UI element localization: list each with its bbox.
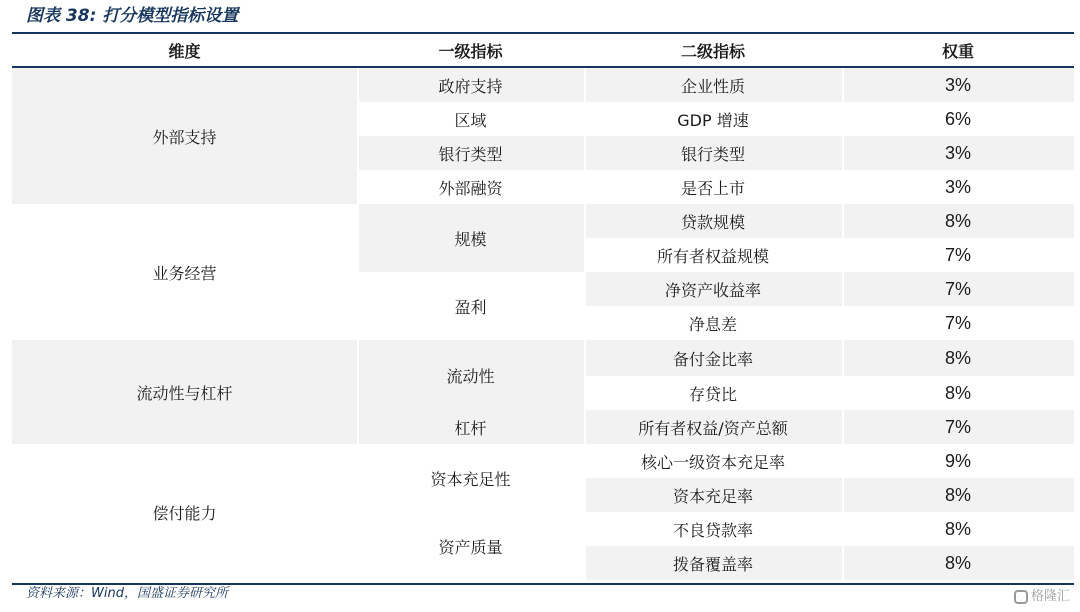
watermark-logo-icon [1014,590,1028,604]
dimension-cell: 流动性与杠杆 [12,340,357,444]
level2-cell: 备付金比率 [584,340,842,376]
dimension-cell: 偿付能力 [152,503,217,523]
level2-cell: GDP 增速 [584,102,842,136]
level2-cell: 核心一级资本充足率 [584,444,842,478]
level1-cell: 盈利 [357,272,584,340]
weight-cell: 7% [842,410,1074,444]
level2-cell: 资本充足率 [584,478,842,512]
dimension-cell: 业务经营 [152,263,217,283]
level1-cell: 流动性 [357,340,584,410]
weight-cell: 3% [842,136,1074,170]
level2-cell: 银行类型 [584,136,842,170]
level2-cell: 存贷比 [584,376,842,410]
weight-cell: 7% [842,238,1074,272]
dimension-cell: 外部支持 [12,68,357,204]
level1-cell: 资本充足性 [357,444,584,512]
level2-cell: 所有者权益/资产总额 [584,410,842,444]
level1-cell: 银行类型 [357,136,584,170]
weight-cell: 7% [842,306,1074,340]
weight-cell: 8% [842,376,1074,410]
header-weight: 权重 [842,34,1074,68]
header-level1: 一级指标 [357,34,584,68]
indicator-table [12,34,1074,584]
header-level2: 二级指标 [584,34,842,68]
level1-cell: 政府支持 [357,68,584,102]
weight-cell: 6% [842,102,1074,136]
level2-cell: 是否上市 [584,170,842,204]
level2-cell: 企业性质 [584,68,842,102]
source-note: 资料来源：Wind，国盛证券研究所 [26,586,228,601]
watermark [1014,586,1070,608]
weight-cell: 3% [842,68,1074,102]
weight-cell: 8% [842,478,1074,512]
weight-cell: 7% [842,272,1074,306]
level2-cell: 净息差 [584,306,842,340]
level2-cell: 所有者权益规模 [584,238,842,272]
weight-cell: 8% [842,512,1074,546]
level1-cell: 外部融资 [357,170,584,204]
level2-cell: 贷款规模 [584,204,842,238]
weight-cell: 8% [842,546,1074,580]
weight-cell: 8% [842,340,1074,376]
watermark-text: 格隆汇 [1030,589,1070,604]
weight-cell: 8% [842,204,1074,238]
weight-cell: 3% [842,170,1074,204]
level2-cell: 净资产收益率 [584,272,842,306]
level1-cell: 区域 [357,102,584,136]
level2-cell: 不良贷款率 [584,512,842,546]
header-dimension: 维度 [12,34,357,68]
level1-cell: 杠杆 [357,410,584,444]
level1-cell: 资产质量 [357,512,584,580]
level1-cell: 规模 [357,204,584,272]
level2-cell: 拨备覆盖率 [584,546,842,580]
figure-title: 图表 38: 打分模型指标设置 [26,6,239,26]
weight-cell: 9% [842,444,1074,478]
